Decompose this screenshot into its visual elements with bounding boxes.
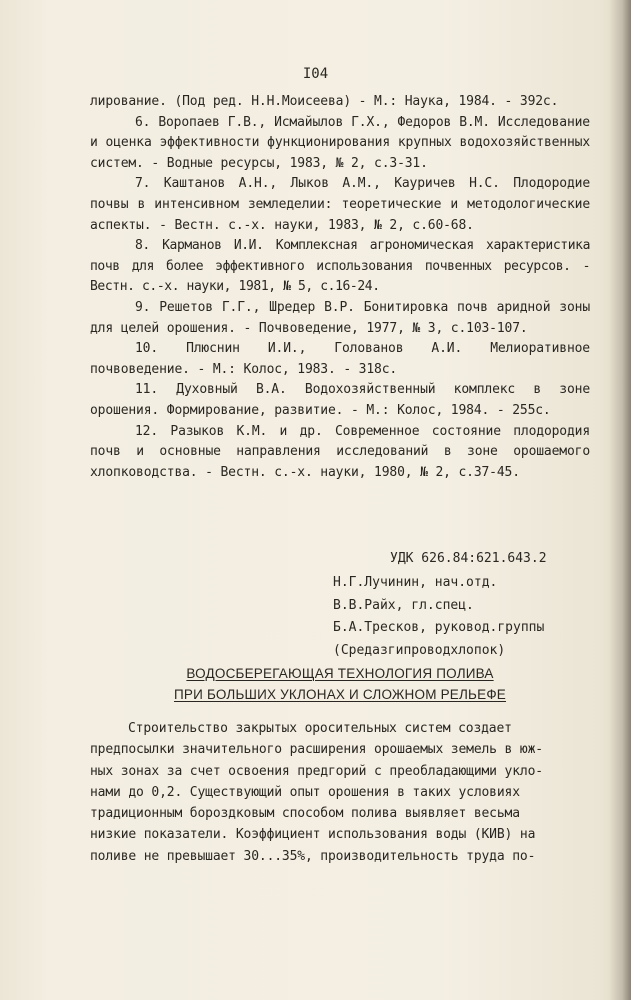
reference-item: 6. Воропаев Г.В., Исмайылов Г.Х., Федоров В.М. Исследование и оценка эффективности функционирования крупных водохозяйственных систем. - Водные ресурсы, 1983, № 2, с.3-31.: [90, 114, 590, 171]
body-line: поливе не превышает 30...35%, производительность труда по-: [90, 848, 536, 864]
page-number: I04: [302, 66, 329, 82]
reference-item: лирование. (Под ред. Н.Н.Моисеева) - М.: Наука, 1984. - 392с.: [90, 94, 559, 109]
title-line: ПРИ БОЛЬШИХ УКЛОНАХ И СЛОЖНОМ РЕЛЬЕФЕ: [173, 687, 506, 702]
author-line: В.В.Райх, гл.спец.: [333, 597, 474, 613]
article-title: [90, 663, 590, 705]
reference-item: 8. Карманов И.И. Комплексная агрономическая характеристика почв для более эффективного использования почвенных ресурсов. - Вестн. с.-х. науки, 1981, № 5, с.16-24.: [90, 238, 590, 295]
body-line: традиционным бороздковым способом полива выявляет весьма: [90, 806, 520, 822]
author-line: Н.Г.Лучинин, нач.отд.: [333, 575, 498, 590]
page-edge-shadow: [609, 0, 631, 1000]
reference-item: 7. Каштанов А.Н., Лыков А.М., Кауричев Н.С. Плодородие почвы в интенсивном земледелии: теоретические и методологические аспекты. - Вестн. с.-х. науки, 1983, № 2, с.60-68.: [90, 176, 590, 233]
reference-item: 10. Плюснин И.И., Голованов А.И. Мелиоративное почвоведение. - М.: Колос, 1983. - 318с.: [90, 341, 590, 377]
author-block: [333, 572, 544, 662]
reference-item: 12. Разыков К.М. и др. Современное состояние плодородия почв и основные направления исследований в зоне орошаемого хлопководства. - Вестн. с.-х. науки, 1980, № 2, с.37-45.: [90, 423, 590, 480]
author-line: Б.А.Тресков, руковод.группы: [333, 620, 545, 635]
author-affiliation: (Средазгипроводхлопок): [333, 642, 506, 658]
reference-item: 11. Духовный В.А. Водохозяйственный комплекс в зоне орошения. Формирование, развитие. - М.: Колос, 1984. - 255с.: [90, 382, 590, 418]
reference-item: 9. Решетов Г.Г., Шредер В.Р. Бонитировка почв аридной зоны для целей орошения. - Почвоведение, 1977, № 3, с.103-107.: [90, 299, 590, 336]
reference-list: [90, 92, 590, 483]
body-line: предпосылки значительного расширения орошаемых земель в юж-: [90, 742, 543, 758]
udc-code: УДК 626.84:621.643.2: [390, 551, 547, 566]
body-line: нами до 0,2. Существующий опыт орошения в таких условиях: [90, 784, 520, 800]
body-line: Строительство закрытых оросительных систем создает: [128, 721, 512, 736]
title-line: ВОДОСБЕРЕГАЮЩАЯ ТЕХНОЛОГИЯ ПОЛИВА: [186, 666, 494, 681]
body-line: ных зонах за счет освоения предгорий с преобладающими укло-: [90, 763, 543, 779]
article-body: [90, 718, 570, 867]
body-line: низкие показатели. Коэффициент использования воды (КИВ) на: [90, 827, 536, 843]
